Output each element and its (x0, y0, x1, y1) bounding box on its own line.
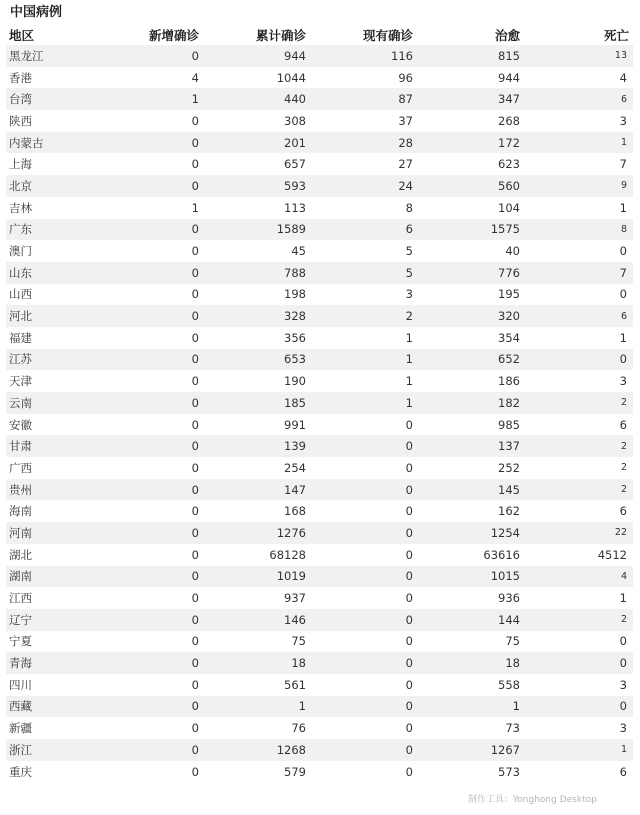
cell-current-confirmed: 0 (405, 525, 413, 540)
cell-total-confirmed: 113 (284, 200, 306, 215)
column-header-new-confirmed: 新增确诊 (148, 27, 199, 43)
cell-total-confirmed: 1044 (276, 70, 306, 85)
cell-recovered: 145 (498, 482, 520, 497)
cell-new-confirmed: 0 (191, 742, 199, 757)
table-row (6, 457, 633, 479)
cell-recovered: 63616 (483, 547, 520, 562)
cell-current-confirmed: 1 (405, 395, 413, 410)
cell-current-confirmed: 0 (405, 742, 413, 757)
cell-deaths: 13 (614, 50, 627, 62)
cell-deaths: 1 (620, 137, 627, 149)
cell-new-confirmed: 0 (191, 265, 199, 280)
cell-deaths: 4512 (597, 547, 627, 562)
cell-region: 青海 (9, 656, 32, 671)
cell-total-confirmed: 440 (284, 92, 306, 107)
cell-deaths: 6 (620, 310, 627, 322)
cell-new-confirmed: 0 (191, 157, 199, 172)
table-row (6, 566, 633, 588)
table-row (6, 435, 633, 457)
cell-deaths: 2 (620, 614, 627, 626)
cell-new-confirmed: 0 (191, 287, 199, 302)
cell-deaths: 0 (619, 244, 627, 259)
table-row (6, 414, 633, 436)
table-row (6, 522, 633, 544)
cell-region: 云南 (9, 395, 32, 410)
column-header-current-confirmed: 现有确诊 (362, 27, 413, 43)
cell-total-confirmed: 579 (284, 764, 306, 779)
cell-region: 西藏 (9, 699, 32, 714)
table-row (6, 609, 633, 631)
cell-new-confirmed: 0 (191, 309, 199, 324)
cell-recovered: 1 (512, 699, 520, 714)
table-row (6, 240, 633, 262)
cell-total-confirmed: 168 (284, 504, 306, 519)
cell-current-confirmed: 0 (405, 482, 413, 497)
cell-recovered: 815 (498, 48, 520, 63)
table-row (6, 175, 633, 197)
cell-new-confirmed: 0 (191, 764, 199, 779)
table-row (6, 631, 633, 653)
cell-deaths: 3 (619, 374, 627, 389)
table-header-row (6, 24, 633, 45)
cell-current-confirmed: 96 (398, 70, 413, 85)
cell-deaths: 1 (619, 591, 627, 606)
table-row (6, 696, 633, 718)
cell-total-confirmed: 991 (284, 417, 306, 432)
cell-deaths: 1 (619, 330, 627, 345)
cell-recovered: 1015 (490, 569, 520, 584)
page-title: 中国病例 (10, 5, 63, 20)
cell-deaths: 3 (619, 721, 627, 736)
cell-recovered: 623 (498, 157, 520, 172)
table-row (6, 349, 633, 371)
table-row (6, 262, 633, 284)
cell-region: 内蒙古 (9, 135, 44, 150)
cell-recovered: 347 (498, 92, 520, 107)
cell-recovered: 252 (498, 460, 520, 475)
cell-region: 浙江 (9, 742, 32, 757)
cell-new-confirmed: 0 (191, 504, 199, 519)
table-row (6, 761, 633, 783)
table-row (6, 110, 633, 132)
cell-deaths: 2 (620, 484, 627, 496)
cell-recovered: 18 (505, 656, 520, 671)
cell-deaths: 4 (619, 70, 627, 85)
cell-deaths: 6 (619, 764, 627, 779)
cell-deaths: 1 (620, 744, 627, 756)
cell-region: 山西 (9, 287, 32, 302)
cell-new-confirmed: 0 (191, 330, 199, 345)
cell-new-confirmed: 0 (191, 634, 199, 649)
cell-new-confirmed: 0 (191, 244, 199, 259)
cell-deaths: 6 (619, 504, 627, 519)
cell-deaths: 3 (619, 677, 627, 692)
cell-current-confirmed: 0 (405, 569, 413, 584)
cell-total-confirmed: 185 (284, 395, 306, 410)
cell-region: 安徽 (9, 417, 32, 432)
cell-recovered: 40 (505, 244, 520, 259)
cell-recovered: 936 (498, 591, 520, 606)
cell-new-confirmed: 0 (191, 656, 199, 671)
cell-deaths: 0 (619, 656, 627, 671)
table-row (6, 370, 633, 392)
cell-region: 澳门 (9, 244, 32, 259)
cell-total-confirmed: 190 (284, 374, 306, 389)
cell-region: 重庆 (9, 764, 32, 779)
cell-new-confirmed: 0 (191, 374, 199, 389)
cell-new-confirmed: 0 (191, 222, 199, 237)
cell-current-confirmed: 0 (405, 547, 413, 562)
cell-deaths: 9 (620, 180, 627, 192)
cell-region: 河北 (9, 309, 32, 324)
cell-new-confirmed: 0 (191, 612, 199, 627)
cell-total-confirmed: 1589 (276, 222, 306, 237)
cell-total-confirmed: 146 (284, 612, 306, 627)
cell-recovered: 320 (498, 309, 520, 324)
cell-new-confirmed: 0 (191, 699, 199, 714)
cell-region: 山东 (9, 265, 32, 280)
table-row (6, 153, 633, 175)
cell-total-confirmed: 1276 (276, 525, 306, 540)
cell-new-confirmed: 0 (191, 178, 199, 193)
cell-new-confirmed: 4 (191, 70, 199, 85)
table-body (6, 45, 633, 782)
cell-current-confirmed: 116 (391, 48, 413, 63)
cell-total-confirmed: 147 (284, 482, 306, 497)
cell-region: 台湾 (9, 92, 32, 107)
cell-region: 新疆 (9, 721, 32, 736)
cell-recovered: 186 (498, 374, 520, 389)
cell-current-confirmed: 0 (405, 721, 413, 736)
cell-recovered: 558 (498, 677, 520, 692)
cell-recovered: 354 (498, 330, 520, 345)
table-row (6, 739, 633, 761)
cell-current-confirmed: 0 (405, 460, 413, 475)
cell-deaths: 0 (619, 699, 627, 714)
cell-total-confirmed: 254 (284, 460, 306, 475)
cell-total-confirmed: 45 (291, 244, 306, 259)
cell-deaths: 6 (620, 93, 627, 105)
cell-new-confirmed: 0 (191, 417, 199, 432)
cell-total-confirmed: 68128 (269, 547, 306, 562)
cell-current-confirmed: 24 (398, 178, 413, 193)
cell-region: 广东 (9, 222, 32, 237)
cell-current-confirmed: 28 (398, 135, 413, 150)
cell-region: 湖北 (9, 547, 32, 562)
cell-current-confirmed: 0 (405, 591, 413, 606)
cell-recovered: 73 (505, 721, 520, 736)
cell-total-confirmed: 1019 (276, 569, 306, 584)
cell-current-confirmed: 1 (405, 352, 413, 367)
cell-region: 宁夏 (9, 634, 32, 649)
cell-deaths: 2 (620, 462, 627, 474)
cell-deaths: 2 (620, 397, 627, 409)
cell-recovered: 652 (498, 352, 520, 367)
cell-current-confirmed: 6 (405, 222, 413, 237)
cell-current-confirmed: 5 (405, 244, 413, 259)
table-row (6, 587, 633, 609)
table-row (6, 500, 633, 522)
cell-deaths: 7 (619, 265, 627, 280)
cell-new-confirmed: 0 (191, 352, 199, 367)
cell-recovered: 1254 (490, 525, 520, 540)
cell-current-confirmed: 1 (405, 330, 413, 345)
cell-deaths: 0 (619, 634, 627, 649)
cell-region: 贵州 (9, 482, 32, 497)
cell-current-confirmed: 8 (405, 200, 413, 215)
cell-new-confirmed: 0 (191, 677, 199, 692)
cell-new-confirmed: 1 (191, 92, 199, 107)
cell-total-confirmed: 788 (284, 265, 306, 280)
cell-recovered: 944 (498, 70, 520, 85)
table-row (6, 45, 633, 67)
cell-region: 湖南 (9, 569, 32, 584)
cell-region: 吉林 (9, 200, 32, 215)
cell-region: 黑龙江 (9, 48, 44, 63)
cell-total-confirmed: 593 (284, 178, 306, 193)
cell-deaths: 0 (619, 352, 627, 367)
cell-recovered: 172 (498, 135, 520, 150)
cell-total-confirmed: 75 (291, 634, 306, 649)
cell-region: 上海 (9, 157, 32, 172)
cell-current-confirmed: 37 (398, 113, 413, 128)
cell-new-confirmed: 0 (191, 525, 199, 540)
table-row (6, 392, 633, 414)
cell-new-confirmed: 0 (191, 135, 199, 150)
cell-region: 河南 (9, 525, 32, 540)
cell-total-confirmed: 1 (298, 699, 306, 714)
cell-region: 福建 (9, 330, 32, 345)
cell-recovered: 985 (498, 417, 520, 432)
cell-region: 江西 (9, 591, 32, 606)
cell-recovered: 75 (505, 634, 520, 649)
cell-deaths: 8 (620, 223, 627, 235)
cell-recovered: 776 (498, 265, 520, 280)
table-row (6, 219, 633, 241)
cell-recovered: 1267 (490, 742, 520, 757)
table-row (6, 67, 633, 89)
cell-total-confirmed: 944 (284, 48, 306, 63)
cell-new-confirmed: 0 (191, 395, 199, 410)
cell-total-confirmed: 328 (284, 309, 306, 324)
cell-deaths: 1 (619, 200, 627, 215)
cell-recovered: 144 (498, 612, 520, 627)
table-row (6, 88, 633, 110)
cell-region: 辽宁 (9, 612, 32, 627)
cell-total-confirmed: 76 (291, 721, 306, 736)
cell-current-confirmed: 3 (405, 287, 413, 302)
column-header-deaths: 死亡 (603, 27, 629, 43)
cell-current-confirmed: 5 (405, 265, 413, 280)
cell-recovered: 1575 (490, 222, 520, 237)
cell-new-confirmed: 0 (191, 482, 199, 497)
cases-table (6, 24, 633, 782)
cell-region: 海南 (9, 504, 32, 519)
cell-region: 北京 (9, 178, 32, 193)
cell-region: 广西 (9, 460, 32, 475)
cell-recovered: 162 (498, 504, 520, 519)
cell-total-confirmed: 561 (284, 677, 306, 692)
cell-new-confirmed: 0 (191, 569, 199, 584)
cell-new-confirmed: 0 (191, 439, 199, 454)
column-header-region: 地区 (9, 27, 35, 43)
cell-deaths: 22 (614, 527, 627, 539)
cell-region: 天津 (9, 374, 32, 389)
cell-current-confirmed: 27 (398, 157, 413, 172)
cell-current-confirmed: 87 (398, 92, 413, 107)
table-row (6, 479, 633, 501)
cell-current-confirmed: 0 (405, 764, 413, 779)
cell-new-confirmed: 0 (191, 48, 199, 63)
cell-total-confirmed: 657 (284, 157, 306, 172)
cell-new-confirmed: 0 (191, 591, 199, 606)
table-row (6, 544, 633, 566)
cell-recovered: 268 (498, 113, 520, 128)
cell-recovered: 104 (498, 200, 520, 215)
table-row (6, 674, 633, 696)
cell-current-confirmed: 0 (405, 699, 413, 714)
cell-deaths: 6 (619, 417, 627, 432)
cell-total-confirmed: 937 (284, 591, 306, 606)
table-row (6, 197, 633, 219)
cell-current-confirmed: 0 (405, 612, 413, 627)
cell-region: 香港 (9, 70, 32, 85)
cell-total-confirmed: 139 (284, 439, 306, 454)
table-row (6, 284, 633, 306)
cell-total-confirmed: 18 (291, 656, 306, 671)
cell-new-confirmed: 1 (191, 200, 199, 215)
column-header-total-confirmed: 累计确诊 (255, 27, 306, 43)
column-header-recovered: 治愈 (494, 27, 520, 43)
cell-deaths: 7 (619, 157, 627, 172)
cell-recovered: 137 (498, 439, 520, 454)
table-row (6, 327, 633, 349)
cell-current-confirmed: 1 (405, 374, 413, 389)
cell-region: 江苏 (9, 352, 32, 367)
cell-deaths: 0 (619, 287, 627, 302)
cell-recovered: 182 (498, 395, 520, 410)
cell-recovered: 573 (498, 764, 520, 779)
table-row (6, 305, 633, 327)
footer-credit: 制作工具：Yonghong Desktop (468, 795, 597, 805)
table-row (6, 652, 633, 674)
cell-total-confirmed: 198 (284, 287, 306, 302)
cell-current-confirmed: 0 (405, 634, 413, 649)
cell-deaths: 2 (620, 440, 627, 452)
cell-total-confirmed: 1268 (276, 742, 306, 757)
cell-current-confirmed: 2 (405, 309, 413, 324)
cell-total-confirmed: 308 (284, 113, 306, 128)
cell-deaths: 3 (619, 113, 627, 128)
cell-recovered: 560 (498, 178, 520, 193)
cell-current-confirmed: 0 (405, 677, 413, 692)
cell-new-confirmed: 0 (191, 721, 199, 736)
cell-deaths: 4 (620, 570, 627, 582)
cell-current-confirmed: 0 (405, 656, 413, 671)
cell-region: 四川 (9, 677, 32, 692)
cell-new-confirmed: 0 (191, 547, 199, 562)
cell-current-confirmed: 0 (405, 504, 413, 519)
cell-current-confirmed: 0 (405, 417, 413, 432)
table-row (6, 132, 633, 154)
cell-new-confirmed: 0 (191, 113, 199, 128)
cell-region: 甘肃 (9, 439, 32, 454)
cell-total-confirmed: 653 (284, 352, 306, 367)
table-row (6, 717, 633, 739)
cell-recovered: 195 (498, 287, 520, 302)
cell-new-confirmed: 0 (191, 460, 199, 475)
cell-region: 陕西 (9, 113, 32, 128)
cell-current-confirmed: 0 (405, 439, 413, 454)
cell-total-confirmed: 201 (284, 135, 306, 150)
cell-total-confirmed: 356 (284, 330, 306, 345)
